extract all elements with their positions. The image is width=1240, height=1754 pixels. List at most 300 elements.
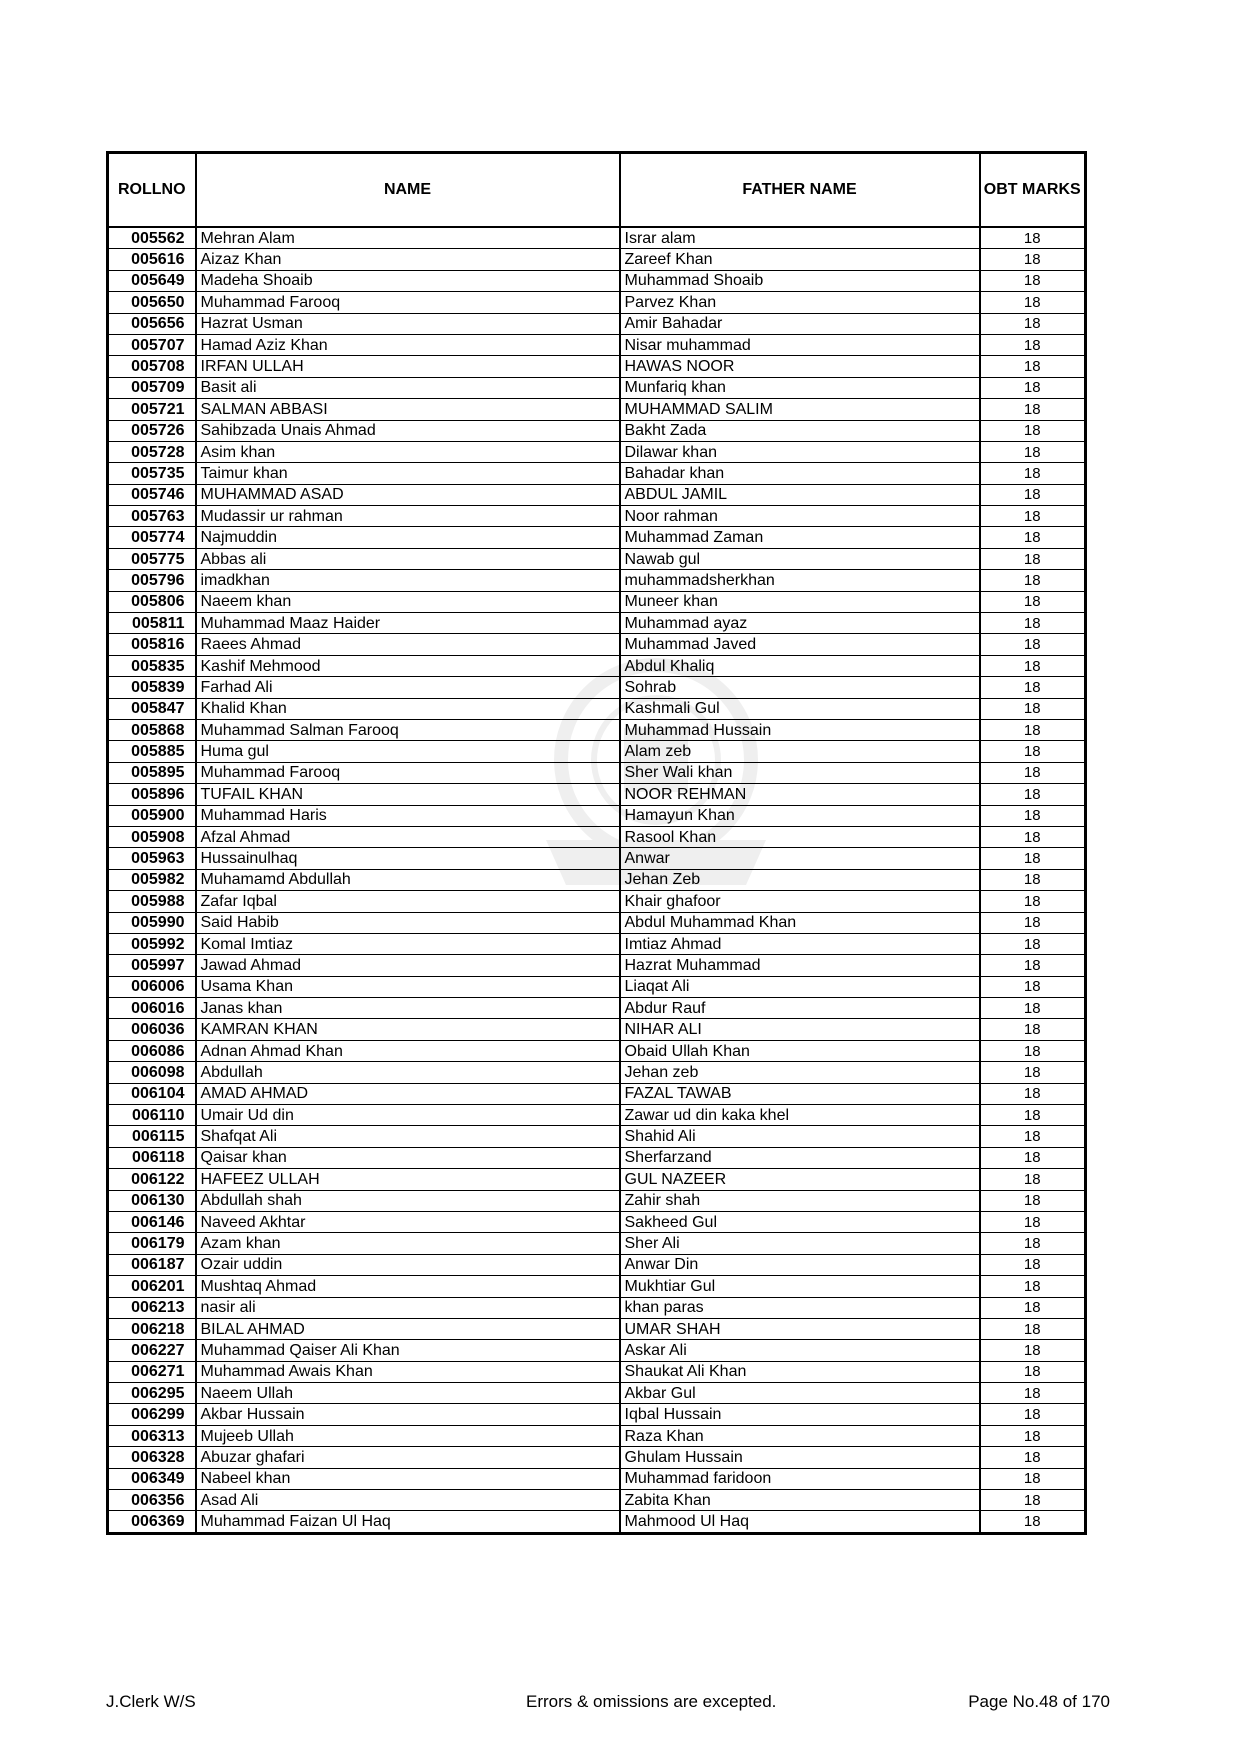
cell-father-name: Bakht Zada — [620, 420, 980, 441]
table-row — [108, 313, 1086, 334]
cell-name: Abdullah — [196, 1062, 620, 1083]
cell-name: Muhammad Salman Farooq — [196, 719, 620, 740]
cell-name: Huma gul — [196, 741, 620, 762]
cell-name: Muhammad Farooq — [196, 292, 620, 313]
cell-name: Muhammad Awais Khan — [196, 1361, 620, 1382]
table-row — [108, 506, 1086, 527]
cell-rollno: 006295 — [108, 1383, 196, 1404]
cell-father-name: Ghulam Hussain — [620, 1447, 980, 1468]
cell-rollno: 005616 — [108, 249, 196, 270]
cell-father-name: Hamayun Khan — [620, 805, 980, 826]
cell-obt-marks: 18 — [980, 463, 1086, 484]
cell-father-name: Zabita Khan — [620, 1490, 980, 1511]
cell-rollno: 006187 — [108, 1254, 196, 1275]
cell-father-name: Abdul Khaliq — [620, 655, 980, 676]
cell-obt-marks: 18 — [980, 784, 1086, 805]
cell-obt-marks: 18 — [980, 912, 1086, 933]
cell-name: Aizaz Khan — [196, 249, 620, 270]
cell-father-name: Muhammad Hussain — [620, 719, 980, 740]
cell-obt-marks: 18 — [980, 1233, 1086, 1254]
cell-obt-marks: 18 — [980, 1105, 1086, 1126]
cell-name: Muhammad Farooq — [196, 762, 620, 783]
cell-obt-marks: 18 — [980, 677, 1086, 698]
table-row — [108, 1404, 1086, 1425]
cell-name: Hamad Aziz Khan — [196, 334, 620, 355]
cell-obt-marks: 18 — [980, 805, 1086, 826]
cell-rollno: 005816 — [108, 634, 196, 655]
cell-rollno: 005806 — [108, 591, 196, 612]
table-row — [108, 1019, 1086, 1040]
cell-name: Mujeeb Ullah — [196, 1425, 620, 1446]
cell-rollno: 005835 — [108, 655, 196, 676]
cell-father-name: Rasool Khan — [620, 826, 980, 847]
cell-rollno: 006271 — [108, 1361, 196, 1382]
cell-name: Azam khan — [196, 1233, 620, 1254]
cell-name: Nabeel khan — [196, 1468, 620, 1489]
cell-obt-marks: 18 — [980, 613, 1086, 634]
footer-clerk: J.Clerk W/S — [106, 1692, 196, 1711]
cell-obt-marks: 18 — [980, 891, 1086, 912]
cell-obt-marks: 18 — [980, 1040, 1086, 1061]
cell-rollno: 006122 — [108, 1169, 196, 1190]
cell-obt-marks: 18 — [980, 1276, 1086, 1297]
cell-obt-marks: 18 — [980, 506, 1086, 527]
cell-obt-marks: 18 — [980, 292, 1086, 313]
cell-obt-marks: 18 — [980, 270, 1086, 291]
cell-name: Najmuddin — [196, 527, 620, 548]
cell-name: Asim khan — [196, 441, 620, 462]
cell-rollno: 005763 — [108, 506, 196, 527]
cell-father-name: Obaid Ullah Khan — [620, 1040, 980, 1061]
cell-obt-marks: 18 — [980, 634, 1086, 655]
header-father-name: FATHER NAME — [620, 153, 980, 228]
cell-obt-marks: 18 — [980, 955, 1086, 976]
cell-name: HAFEEZ ULLAH — [196, 1169, 620, 1190]
cell-rollno: 006218 — [108, 1318, 196, 1339]
cell-name: Muhammad Maaz Haider — [196, 613, 620, 634]
cell-rollno: 006146 — [108, 1211, 196, 1232]
cell-obt-marks: 18 — [980, 420, 1086, 441]
cell-father-name: Shaukat Ali Khan — [620, 1361, 980, 1382]
cell-name: Muhammad Faizan Ul Haq — [196, 1511, 620, 1533]
table-row — [108, 420, 1086, 441]
table-row — [108, 463, 1086, 484]
cell-father-name: khan paras — [620, 1297, 980, 1318]
cell-obt-marks: 18 — [980, 1404, 1086, 1425]
cell-obt-marks: 18 — [980, 848, 1086, 869]
table-row — [108, 869, 1086, 890]
cell-rollno: 005708 — [108, 356, 196, 377]
cell-rollno: 005895 — [108, 762, 196, 783]
table-row — [108, 1425, 1086, 1446]
cell-obt-marks: 18 — [980, 1468, 1086, 1489]
table-row — [108, 377, 1086, 398]
cell-obt-marks: 18 — [980, 1019, 1086, 1040]
cell-father-name: Sakheed Gul — [620, 1211, 980, 1232]
cell-name: Afzal Ahmad — [196, 826, 620, 847]
cell-obt-marks: 18 — [980, 1447, 1086, 1468]
cell-father-name: NOOR REHMAN — [620, 784, 980, 805]
cell-rollno: 005847 — [108, 698, 196, 719]
cell-father-name: GUL NAZEER — [620, 1169, 980, 1190]
cell-father-name: Muhammad Shoaib — [620, 270, 980, 291]
table-row — [108, 1169, 1086, 1190]
table-row — [108, 1318, 1086, 1339]
cell-rollno: 005908 — [108, 826, 196, 847]
cell-name: Mudassir ur rahman — [196, 506, 620, 527]
cell-rollno: 006006 — [108, 976, 196, 997]
cell-name: Madeha Shoaib — [196, 270, 620, 291]
cell-rollno: 005726 — [108, 420, 196, 441]
cell-obt-marks: 18 — [980, 1383, 1086, 1404]
table-row — [108, 1468, 1086, 1489]
table-row — [108, 356, 1086, 377]
cell-rollno: 005839 — [108, 677, 196, 698]
cell-name: nasir ali — [196, 1297, 620, 1318]
table-row — [108, 270, 1086, 291]
cell-father-name: Bahadar khan — [620, 463, 980, 484]
cell-father-name: Muhammad Zaman — [620, 527, 980, 548]
table-row — [108, 677, 1086, 698]
cell-name: KAMRAN KHAN — [196, 1019, 620, 1040]
cell-name: Muhammad Qaiser Ali Khan — [196, 1340, 620, 1361]
cell-father-name: Askar Ali — [620, 1340, 980, 1361]
cell-rollno: 006356 — [108, 1490, 196, 1511]
cell-father-name: Mahmood Ul Haq — [620, 1511, 980, 1533]
cell-rollno: 005649 — [108, 270, 196, 291]
cell-father-name: ABDUL JAMIL — [620, 484, 980, 505]
table-row — [108, 1447, 1086, 1468]
cell-father-name: Shahid Ali — [620, 1126, 980, 1147]
cell-rollno: 006086 — [108, 1040, 196, 1061]
table-row — [108, 591, 1086, 612]
cell-name: Abbas ali — [196, 548, 620, 569]
cell-name: Zafar Iqbal — [196, 891, 620, 912]
cell-obt-marks: 18 — [980, 1297, 1086, 1318]
cell-father-name: Raza Khan — [620, 1425, 980, 1446]
cell-father-name: Nawab gul — [620, 548, 980, 569]
cell-rollno: 005811 — [108, 613, 196, 634]
cell-obt-marks: 18 — [980, 377, 1086, 398]
cell-father-name: Kashmali Gul — [620, 698, 980, 719]
cell-obt-marks: 18 — [980, 1169, 1086, 1190]
header-name: NAME — [196, 153, 620, 228]
cell-father-name: Anwar — [620, 848, 980, 869]
cell-rollno: 006369 — [108, 1511, 196, 1533]
cell-obt-marks: 18 — [980, 741, 1086, 762]
table-row — [108, 848, 1086, 869]
cell-name: Adnan Ahmad Khan — [196, 1040, 620, 1061]
cell-rollno: 006110 — [108, 1105, 196, 1126]
cell-name: Hussainulhaq — [196, 848, 620, 869]
cell-obt-marks: 18 — [980, 826, 1086, 847]
table-header — [108, 153, 1086, 228]
cell-obt-marks: 18 — [980, 1340, 1086, 1361]
cell-name: TUFAIL KHAN — [196, 784, 620, 805]
cell-rollno: 006313 — [108, 1425, 196, 1446]
cell-name: Abdullah shah — [196, 1190, 620, 1211]
table-row — [108, 1147, 1086, 1168]
cell-father-name: Zawar ud din kaka khel — [620, 1105, 980, 1126]
cell-obt-marks: 18 — [980, 570, 1086, 591]
cell-father-name: Noor rahman — [620, 506, 980, 527]
header-rollno: ROLLNO — [108, 153, 196, 228]
table-row — [108, 762, 1086, 783]
table-row — [108, 1105, 1086, 1126]
cell-father-name: muhammadsherkhan — [620, 570, 980, 591]
table-row — [108, 1297, 1086, 1318]
cell-rollno: 005735 — [108, 463, 196, 484]
cell-rollno: 005868 — [108, 719, 196, 740]
cell-obt-marks: 18 — [980, 356, 1086, 377]
cell-name: Abuzar ghafari — [196, 1447, 620, 1468]
cell-rollno: 005656 — [108, 313, 196, 334]
cell-rollno: 005885 — [108, 741, 196, 762]
cell-father-name: Liaqat Ali — [620, 976, 980, 997]
cell-obt-marks: 18 — [980, 399, 1086, 420]
table-row — [108, 955, 1086, 976]
cell-rollno: 006213 — [108, 1297, 196, 1318]
cell-rollno: 006104 — [108, 1083, 196, 1104]
table-row — [108, 292, 1086, 313]
cell-obt-marks: 18 — [980, 334, 1086, 355]
cell-rollno: 005896 — [108, 784, 196, 805]
cell-name: Usama Khan — [196, 976, 620, 997]
cell-father-name: Zareef Khan — [620, 249, 980, 270]
cell-name: Farhad Ali — [196, 677, 620, 698]
cell-rollno: 006016 — [108, 998, 196, 1019]
cell-obt-marks: 18 — [980, 1511, 1086, 1533]
cell-rollno: 005709 — [108, 377, 196, 398]
table-row — [108, 1126, 1086, 1147]
table-row — [108, 741, 1086, 762]
cell-rollno: 005707 — [108, 334, 196, 355]
cell-obt-marks: 18 — [980, 1147, 1086, 1168]
cell-name: Asad Ali — [196, 1490, 620, 1511]
cell-rollno: 006130 — [108, 1190, 196, 1211]
cell-father-name: Imtiaz Ahmad — [620, 933, 980, 954]
cell-name: Naveed Akhtar — [196, 1211, 620, 1232]
cell-father-name: Sherfarzand — [620, 1147, 980, 1168]
cell-rollno: 005988 — [108, 891, 196, 912]
table-row — [108, 548, 1086, 569]
table-row — [108, 655, 1086, 676]
cell-name: Mehran Alam — [196, 227, 620, 249]
cell-rollno: 006349 — [108, 1468, 196, 1489]
cell-rollno: 005746 — [108, 484, 196, 505]
cell-father-name: Dilawar khan — [620, 441, 980, 462]
cell-rollno: 006299 — [108, 1404, 196, 1425]
table-row — [108, 912, 1086, 933]
cell-name: Kashif Mehmood — [196, 655, 620, 676]
cell-obt-marks: 18 — [980, 1190, 1086, 1211]
cell-rollno: 006328 — [108, 1447, 196, 1468]
cell-name: Taimur khan — [196, 463, 620, 484]
table-row — [108, 227, 1086, 249]
cell-obt-marks: 18 — [980, 1062, 1086, 1083]
cell-father-name: Sher Wali khan — [620, 762, 980, 783]
cell-obt-marks: 18 — [980, 655, 1086, 676]
table-body — [108, 227, 1086, 1533]
cell-father-name: Akbar Gul — [620, 1383, 980, 1404]
cell-rollno: 006201 — [108, 1276, 196, 1297]
cell-obt-marks: 18 — [980, 719, 1086, 740]
cell-father-name: Muneer khan — [620, 591, 980, 612]
table-row — [108, 441, 1086, 462]
cell-rollno: 005650 — [108, 292, 196, 313]
cell-father-name: Abdul Muhammad Khan — [620, 912, 980, 933]
cell-name: Khalid Khan — [196, 698, 620, 719]
cell-obt-marks: 18 — [980, 1361, 1086, 1382]
table-row — [108, 484, 1086, 505]
cell-name: Muhamamd Abdullah — [196, 869, 620, 890]
cell-name: SALMAN ABBASI — [196, 399, 620, 420]
table-row — [108, 527, 1086, 548]
cell-rollno: 006036 — [108, 1019, 196, 1040]
cell-name: Qaisar khan — [196, 1147, 620, 1168]
table-row — [108, 1276, 1086, 1297]
cell-obt-marks: 18 — [980, 249, 1086, 270]
table-row — [108, 1254, 1086, 1275]
table-row — [108, 1040, 1086, 1061]
cell-father-name: Israr alam — [620, 227, 980, 249]
cell-father-name: Muhammad faridoon — [620, 1468, 980, 1489]
cell-rollno: 005997 — [108, 955, 196, 976]
cell-obt-marks: 18 — [980, 313, 1086, 334]
cell-name: Basit ali — [196, 377, 620, 398]
cell-obt-marks: 18 — [980, 1490, 1086, 1511]
cell-obt-marks: 18 — [980, 227, 1086, 249]
cell-name: Sahibzada Unais Ahmad — [196, 420, 620, 441]
cell-rollno: 005992 — [108, 933, 196, 954]
cell-obt-marks: 18 — [980, 1254, 1086, 1275]
cell-father-name: Parvez Khan — [620, 292, 980, 313]
cell-name: Ozair uddin — [196, 1254, 620, 1275]
table-row — [108, 784, 1086, 805]
cell-name: IRFAN ULLAH — [196, 356, 620, 377]
cell-obt-marks: 18 — [980, 1425, 1086, 1446]
cell-name: Jawad Ahmad — [196, 955, 620, 976]
cell-father-name: Nisar muhammad — [620, 334, 980, 355]
cell-name: Muhammad Haris — [196, 805, 620, 826]
cell-rollno: 005728 — [108, 441, 196, 462]
cell-rollno: 006179 — [108, 1233, 196, 1254]
header-row — [108, 153, 1086, 228]
cell-obt-marks: 18 — [980, 998, 1086, 1019]
table-row — [108, 1383, 1086, 1404]
table-row — [108, 998, 1086, 1019]
cell-father-name: UMAR SHAH — [620, 1318, 980, 1339]
results-table — [106, 151, 1087, 1535]
cell-name: Shafqat Ali — [196, 1126, 620, 1147]
cell-father-name: Muhammad ayaz — [620, 613, 980, 634]
cell-name: Umair Ud din — [196, 1105, 620, 1126]
cell-father-name: MUHAMMAD SALIM — [620, 399, 980, 420]
cell-name: Akbar Hussain — [196, 1404, 620, 1425]
table-row — [108, 805, 1086, 826]
table-row — [108, 976, 1086, 997]
cell-obt-marks: 18 — [980, 933, 1086, 954]
table-row — [108, 613, 1086, 634]
table-row — [108, 1511, 1086, 1533]
table-row — [108, 891, 1086, 912]
cell-father-name: Hazrat Muhammad — [620, 955, 980, 976]
cell-name: Naeem Ullah — [196, 1383, 620, 1404]
cell-name: Mushtaq Ahmad — [196, 1276, 620, 1297]
cell-rollno: 005900 — [108, 805, 196, 826]
cell-rollno: 006098 — [108, 1062, 196, 1083]
table-row — [108, 1361, 1086, 1382]
cell-father-name: Amir Bahadar — [620, 313, 980, 334]
cell-name: Janas khan — [196, 998, 620, 1019]
cell-obt-marks: 18 — [980, 1126, 1086, 1147]
cell-obt-marks: 18 — [980, 1083, 1086, 1104]
cell-rollno: 005774 — [108, 527, 196, 548]
table-row — [108, 826, 1086, 847]
cell-name: MUHAMMAD ASAD — [196, 484, 620, 505]
table-row — [108, 933, 1086, 954]
cell-father-name: Iqbal Hussain — [620, 1404, 980, 1425]
cell-rollno: 006118 — [108, 1147, 196, 1168]
cell-father-name: Jehan zeb — [620, 1062, 980, 1083]
cell-father-name: Alam zeb — [620, 741, 980, 762]
footer-disclaimer: Errors & omissions are excepted. — [526, 1692, 777, 1711]
cell-rollno: 006115 — [108, 1126, 196, 1147]
cell-name: Naeem khan — [196, 591, 620, 612]
cell-name: imadkhan — [196, 570, 620, 591]
cell-rollno: 005562 — [108, 227, 196, 249]
cell-rollno: 005990 — [108, 912, 196, 933]
table-row — [108, 719, 1086, 740]
cell-obt-marks: 18 — [980, 1211, 1086, 1232]
cell-obt-marks: 18 — [980, 441, 1086, 462]
cell-father-name: FAZAL TAWAB — [620, 1083, 980, 1104]
cell-name: BILAL AHMAD — [196, 1318, 620, 1339]
cell-father-name: Mukhtiar Gul — [620, 1276, 980, 1297]
cell-rollno: 006227 — [108, 1340, 196, 1361]
table-row — [108, 249, 1086, 270]
table-row — [108, 399, 1086, 420]
cell-father-name: Sher Ali — [620, 1233, 980, 1254]
cell-obt-marks: 18 — [980, 698, 1086, 719]
table-row — [108, 1490, 1086, 1511]
cell-rollno: 005796 — [108, 570, 196, 591]
cell-father-name: Abdur Rauf — [620, 998, 980, 1019]
cell-obt-marks: 18 — [980, 591, 1086, 612]
cell-obt-marks: 18 — [980, 548, 1086, 569]
table-row — [108, 570, 1086, 591]
cell-obt-marks: 18 — [980, 869, 1086, 890]
cell-father-name: Muhammad Javed — [620, 634, 980, 655]
footer-page-number: Page No.48 of 170 — [968, 1692, 1110, 1711]
cell-rollno: 005721 — [108, 399, 196, 420]
cell-father-name: Jehan Zeb — [620, 869, 980, 890]
table-row — [108, 1211, 1086, 1232]
table-row — [108, 1190, 1086, 1211]
table-row — [108, 698, 1086, 719]
table-row — [108, 1340, 1086, 1361]
cell-name: Komal Imtiaz — [196, 933, 620, 954]
table-row — [108, 634, 1086, 655]
cell-name: Raees Ahmad — [196, 634, 620, 655]
cell-father-name: Munfariq khan — [620, 377, 980, 398]
cell-obt-marks: 18 — [980, 976, 1086, 997]
cell-father-name: Zahir shah — [620, 1190, 980, 1211]
table-row — [108, 1233, 1086, 1254]
table-row — [108, 1083, 1086, 1104]
cell-name: Hazrat Usman — [196, 313, 620, 334]
cell-rollno: 005963 — [108, 848, 196, 869]
